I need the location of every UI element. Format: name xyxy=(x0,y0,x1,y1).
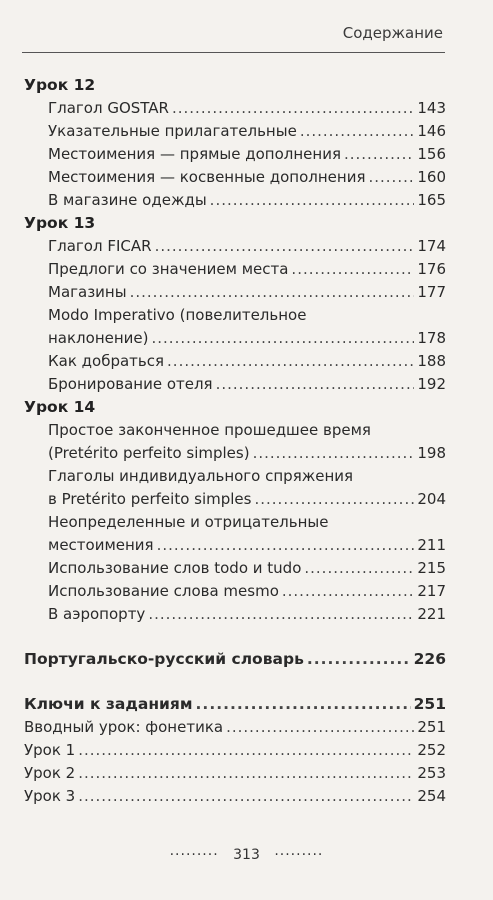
toc-entry-keys[interactable] xyxy=(24,693,446,716)
page-number: 215 xyxy=(417,559,446,577)
dot-leader xyxy=(78,739,414,762)
page-number: 174 xyxy=(417,237,446,255)
page-number: 176 xyxy=(417,260,446,278)
page-number: 253 xyxy=(417,764,446,782)
section-gap xyxy=(24,671,446,693)
entry-title-line: Глаголы индивидуального спряжения xyxy=(48,467,354,485)
page-number: 221 xyxy=(417,605,446,623)
entry-title: Глагол FICAR xyxy=(48,237,152,255)
entry-title-line: Простое законченное прошедшее время xyxy=(48,421,371,439)
entry-title: Местоимения — косвенные дополнения xyxy=(48,168,366,186)
entry-title-line: Modo Imperativo (повелительное xyxy=(48,306,307,324)
toc-entry[interactable] xyxy=(24,258,446,281)
dot-leader xyxy=(304,557,414,580)
footer-ornament: ········· xyxy=(169,847,219,863)
entry-title-line: (Pretérito perfeito simples) xyxy=(48,444,250,462)
dot-leader xyxy=(368,166,414,189)
toc-entry[interactable] xyxy=(24,143,446,166)
page-number: 188 xyxy=(417,352,446,370)
page-number: 192 xyxy=(417,375,446,393)
page-number: 211 xyxy=(417,536,446,554)
table-of-contents xyxy=(24,74,446,808)
dot-leader xyxy=(282,580,414,603)
footer-ornament: ········· xyxy=(274,847,324,863)
toc-entry[interactable] xyxy=(24,281,446,304)
entry-title: В аэропорту xyxy=(48,605,146,623)
toc-entry-dictionary[interactable] xyxy=(24,648,446,671)
page-number: 143 xyxy=(417,99,446,117)
toc-entry[interactable] xyxy=(24,762,446,785)
toc-entry[interactable] xyxy=(24,580,446,603)
dot-leader xyxy=(157,534,415,557)
section-gap xyxy=(24,626,446,648)
page-number: 251 xyxy=(413,695,446,713)
toc-entry[interactable] xyxy=(24,166,446,189)
dot-leader xyxy=(300,120,415,143)
dot-leader xyxy=(216,373,415,396)
dot-leader xyxy=(253,442,415,465)
page-number: 252 xyxy=(417,741,446,759)
page-number: 198 xyxy=(417,444,446,462)
entry-title: Урок 1 xyxy=(24,741,76,759)
toc-entry[interactable] xyxy=(24,739,446,762)
entry-title: Использование слова mesmo xyxy=(48,582,279,600)
toc-entry[interactable] xyxy=(24,557,446,580)
entry-title: Бронирование отеля xyxy=(48,375,213,393)
dot-leader xyxy=(152,327,415,350)
toc-entry[interactable] xyxy=(24,97,446,120)
entry-title: Магазины xyxy=(48,283,127,301)
entry-title-line: Неопределенные и отрицательные xyxy=(48,513,329,531)
page-number: 156 xyxy=(417,145,446,163)
lesson-title: Урок 14 xyxy=(24,398,96,416)
dot-leader xyxy=(344,143,414,166)
dot-leader xyxy=(172,97,414,120)
entry-title: Местоимения — прямые дополнения xyxy=(48,145,341,163)
entry-title: В магазине одежды xyxy=(48,191,207,209)
toc-entry[interactable] xyxy=(24,511,446,557)
page-number: 165 xyxy=(417,191,446,209)
page-number: 204 xyxy=(417,490,446,508)
entry-title: Урок 2 xyxy=(24,764,76,782)
toc-entry[interactable] xyxy=(24,716,446,739)
lesson-title: Урок 13 xyxy=(24,214,96,232)
page-number: 254 xyxy=(417,787,446,805)
dot-leader xyxy=(210,189,415,212)
running-header: Содержание xyxy=(342,24,443,42)
footer-page-number: 313 xyxy=(233,847,260,863)
toc-entry[interactable] xyxy=(24,603,446,626)
page-number: 217 xyxy=(417,582,446,600)
entry-title: Использование слов todo и tudo xyxy=(48,559,302,577)
entry-title: Португальско-русский словарь xyxy=(24,650,304,668)
header-rule xyxy=(22,52,445,53)
page-number: 146 xyxy=(417,122,446,140)
entry-title: Глагол GOSTAR xyxy=(48,99,169,117)
dot-leader xyxy=(78,762,414,785)
entry-title: Как добраться xyxy=(48,352,165,370)
page-number: 251 xyxy=(417,718,446,736)
dot-leader xyxy=(254,488,414,511)
dot-leader xyxy=(130,281,415,304)
toc-entry[interactable] xyxy=(24,465,446,511)
page-number: 178 xyxy=(417,329,446,347)
toc-entry[interactable] xyxy=(24,235,446,258)
dot-leader xyxy=(167,350,414,373)
dot-leader xyxy=(78,785,414,808)
dot-leader xyxy=(196,693,411,716)
entry-title-line: наклонение) xyxy=(48,329,149,347)
toc-entry[interactable] xyxy=(24,785,446,808)
dot-leader xyxy=(148,603,414,626)
entry-title: Указательные прилагательные xyxy=(48,122,297,140)
entry-title-line: в Pretérito perfeito simples xyxy=(48,490,252,508)
toc-entry[interactable] xyxy=(24,373,446,396)
toc-entry[interactable] xyxy=(24,419,446,465)
toc-entry[interactable] xyxy=(24,350,446,373)
entry-title: Предлоги со значением места xyxy=(48,260,289,278)
entry-title: Ключи к заданиям xyxy=(24,695,193,713)
page-footer xyxy=(0,847,493,863)
page-number: 160 xyxy=(417,168,446,186)
toc-entry[interactable] xyxy=(24,304,446,350)
page-number: 177 xyxy=(417,283,446,301)
toc-entry[interactable] xyxy=(24,120,446,143)
entry-title-line: местоимения xyxy=(48,536,154,554)
dot-leader xyxy=(291,258,414,281)
dot-leader xyxy=(307,648,411,671)
toc-entry[interactable] xyxy=(24,189,446,212)
page-number: 226 xyxy=(413,650,446,668)
dot-leader xyxy=(155,235,415,258)
entry-title: Вводный урок: фонетика xyxy=(24,718,224,736)
dot-leader xyxy=(226,716,414,739)
lesson-title: Урок 12 xyxy=(24,76,96,94)
entry-title: Урок 3 xyxy=(24,787,76,805)
